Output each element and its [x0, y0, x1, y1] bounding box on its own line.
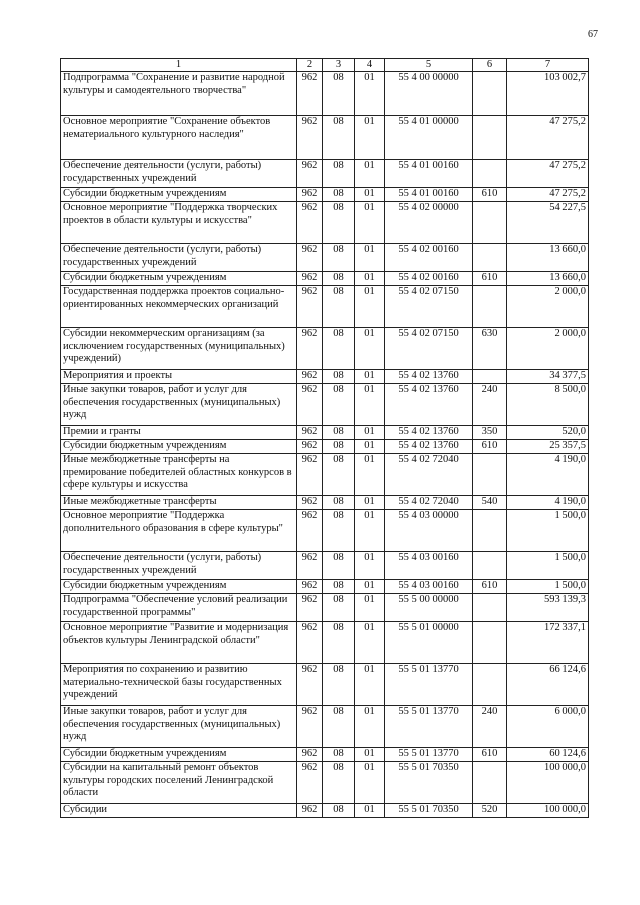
target-article-cell: 55 4 02 00000: [385, 202, 473, 244]
table-row: [61, 580, 589, 594]
amount-cell: 13 660,0: [507, 244, 589, 272]
target-article-cell: 55 5 01 70350: [385, 762, 473, 804]
table-row: [61, 426, 589, 440]
section-code-cell: 08: [323, 116, 355, 160]
expense-type-cell: [473, 594, 507, 622]
expense-type-cell: [473, 370, 507, 384]
section-code-cell: 08: [323, 72, 355, 116]
item-name-cell: Подпрограмма "Обеспечение условий реализации государственной программы": [61, 594, 297, 622]
ministry-code-cell: 962: [297, 286, 323, 328]
section-code-cell: 08: [323, 594, 355, 622]
subsection-code-cell: 01: [355, 272, 385, 286]
item-name-cell: Основное мероприятие "Сохранение объектов нематериального культурного наследия": [61, 116, 297, 160]
item-name-cell: Субсидии бюджетным учреждениям: [61, 580, 297, 594]
section-code-cell: 08: [323, 440, 355, 454]
item-name-cell: Мероприятия по сохранению и развитию материально-технической базы государственных учреждений: [61, 664, 297, 706]
table-header-row: [61, 59, 589, 72]
ministry-code-cell: 962: [297, 370, 323, 384]
expense-type-cell: 630: [473, 328, 507, 370]
subsection-code-cell: 01: [355, 328, 385, 370]
table-row: [61, 748, 589, 762]
target-article-cell: 55 4 02 13760: [385, 370, 473, 384]
expense-type-cell: 350: [473, 426, 507, 440]
target-article-cell: 55 5 01 13770: [385, 706, 473, 748]
header-cell: 3: [323, 59, 355, 72]
expense-type-cell: [473, 510, 507, 552]
section-code-cell: 08: [323, 748, 355, 762]
ministry-code-cell: 962: [297, 594, 323, 622]
expense-type-cell: [473, 454, 507, 496]
table-row: [61, 244, 589, 272]
expense-type-cell: [473, 202, 507, 244]
target-article-cell: 55 4 02 07150: [385, 328, 473, 370]
amount-cell: 100 000,0: [507, 762, 589, 804]
subsection-code-cell: 01: [355, 706, 385, 748]
table-row: [61, 804, 589, 818]
table-row: [61, 160, 589, 188]
table-row: [61, 328, 589, 370]
table-row: [61, 188, 589, 202]
section-code-cell: 08: [323, 370, 355, 384]
expense-type-cell: [473, 116, 507, 160]
header-cell: 7: [507, 59, 589, 72]
section-code-cell: 08: [323, 510, 355, 552]
section-code-cell: 08: [323, 384, 355, 426]
amount-cell: 4 190,0: [507, 496, 589, 510]
ministry-code-cell: 962: [297, 72, 323, 116]
amount-cell: 25 357,5: [507, 440, 589, 454]
header-cell: 4: [355, 59, 385, 72]
ministry-code-cell: 962: [297, 580, 323, 594]
ministry-code-cell: 962: [297, 272, 323, 286]
section-code-cell: 08: [323, 706, 355, 748]
amount-cell: 1 500,0: [507, 552, 589, 580]
ministry-code-cell: 962: [297, 510, 323, 552]
target-article-cell: 55 4 02 72040: [385, 454, 473, 496]
ministry-code-cell: 962: [297, 496, 323, 510]
ministry-code-cell: 962: [297, 762, 323, 804]
item-name-cell: Основное мероприятие "Поддержка творческих проектов в области культуры и искусства": [61, 202, 297, 244]
expense-type-cell: 610: [473, 440, 507, 454]
expense-type-cell: 610: [473, 580, 507, 594]
item-name-cell: Субсидии некоммерческим организациям (за исключением государственных (муниципальных) учреждений): [61, 328, 297, 370]
item-name-cell: Субсидии бюджетным учреждениям: [61, 188, 297, 202]
subsection-code-cell: 01: [355, 510, 385, 552]
table-row: [61, 72, 589, 116]
ministry-code-cell: 962: [297, 328, 323, 370]
item-name-cell: Субсидии бюджетным учреждениям: [61, 440, 297, 454]
expense-type-cell: 520: [473, 804, 507, 818]
subsection-code-cell: 01: [355, 286, 385, 328]
subsection-code-cell: 01: [355, 580, 385, 594]
amount-cell: 54 227,5: [507, 202, 589, 244]
section-code-cell: 08: [323, 622, 355, 664]
target-article-cell: 55 5 01 13770: [385, 748, 473, 762]
header-cell: 6: [473, 59, 507, 72]
table-row: [61, 440, 589, 454]
table-row: [61, 622, 589, 664]
target-article-cell: 55 4 03 00160: [385, 580, 473, 594]
section-code-cell: 08: [323, 664, 355, 706]
amount-cell: 4 190,0: [507, 454, 589, 496]
ministry-code-cell: 962: [297, 426, 323, 440]
subsection-code-cell: 01: [355, 384, 385, 426]
item-name-cell: Субсидии: [61, 804, 297, 818]
section-code-cell: 08: [323, 328, 355, 370]
expense-type-cell: [473, 244, 507, 272]
item-name-cell: Иные межбюджетные трансферты на премирование победителей областных конкурсов в сфере культуры и искусства: [61, 454, 297, 496]
table-row: [61, 116, 589, 160]
ministry-code-cell: 962: [297, 188, 323, 202]
item-name-cell: Иные закупки товаров, работ и услуг для обеспечения государственных (муниципальных) нужд: [61, 706, 297, 748]
item-name-cell: Основное мероприятие "Поддержка дополнительного образования в сфере культуры": [61, 510, 297, 552]
item-name-cell: Премии и гранты: [61, 426, 297, 440]
target-article-cell: 55 4 00 00000: [385, 72, 473, 116]
expense-type-cell: [473, 160, 507, 188]
subsection-code-cell: 01: [355, 622, 385, 664]
item-name-cell: Государственная поддержка проектов социально-ориентированных некоммерческих организаций: [61, 286, 297, 328]
section-code-cell: 08: [323, 286, 355, 328]
expense-type-cell: [473, 72, 507, 116]
subsection-code-cell: 01: [355, 594, 385, 622]
subsection-code-cell: 01: [355, 160, 385, 188]
amount-cell: 593 139,3: [507, 594, 589, 622]
subsection-code-cell: 01: [355, 440, 385, 454]
subsection-code-cell: 01: [355, 748, 385, 762]
expense-type-cell: 240: [473, 384, 507, 426]
ministry-code-cell: 962: [297, 440, 323, 454]
table-row: [61, 286, 589, 328]
amount-cell: 1 500,0: [507, 580, 589, 594]
ministry-code-cell: 962: [297, 160, 323, 188]
table-row: [61, 496, 589, 510]
target-article-cell: 55 4 02 72040: [385, 496, 473, 510]
target-article-cell: 55 4 02 13760: [385, 440, 473, 454]
ministry-code-cell: 962: [297, 706, 323, 748]
expense-type-cell: 240: [473, 706, 507, 748]
section-code-cell: 08: [323, 496, 355, 510]
item-name-cell: Субсидии на капитальный ремонт объектов культуры городских поселений Ленинградской области: [61, 762, 297, 804]
table-row: [61, 552, 589, 580]
target-article-cell: 55 4 02 07150: [385, 286, 473, 328]
table-row: [61, 202, 589, 244]
target-article-cell: 55 5 00 00000: [385, 594, 473, 622]
table-row: [61, 384, 589, 426]
target-article-cell: 55 5 01 70350: [385, 804, 473, 818]
subsection-code-cell: 01: [355, 454, 385, 496]
item-name-cell: Обеспечение деятельности (услуги, работы) государственных учреждений: [61, 244, 297, 272]
amount-cell: 1 500,0: [507, 510, 589, 552]
target-article-cell: 55 4 01 00000: [385, 116, 473, 160]
subsection-code-cell: 01: [355, 804, 385, 818]
ministry-code-cell: 962: [297, 804, 323, 818]
section-code-cell: 08: [323, 272, 355, 286]
expense-type-cell: 610: [473, 272, 507, 286]
table-row: [61, 272, 589, 286]
amount-cell: 2 000,0: [507, 286, 589, 328]
target-article-cell: 55 4 02 13760: [385, 426, 473, 440]
header-cell: 1: [61, 59, 297, 72]
item-name-cell: Иные закупки товаров, работ и услуг для обеспечения государственных (муниципальных) нужд: [61, 384, 297, 426]
amount-cell: 60 124,6: [507, 748, 589, 762]
ministry-code-cell: 962: [297, 116, 323, 160]
subsection-code-cell: 01: [355, 244, 385, 272]
expense-type-cell: [473, 286, 507, 328]
section-code-cell: 08: [323, 426, 355, 440]
target-article-cell: 55 4 01 00160: [385, 160, 473, 188]
subsection-code-cell: 01: [355, 552, 385, 580]
budget-table: [60, 58, 589, 818]
expense-type-cell: 540: [473, 496, 507, 510]
header-cell: 5: [385, 59, 473, 72]
subsection-code-cell: 01: [355, 370, 385, 384]
item-name-cell: Подпрограмма "Сохранение и развитие народной культуры и самодеятельного творчества": [61, 72, 297, 116]
expense-type-cell: 610: [473, 748, 507, 762]
target-article-cell: 55 5 01 00000: [385, 622, 473, 664]
table-row: [61, 594, 589, 622]
section-code-cell: 08: [323, 244, 355, 272]
amount-cell: 172 337,1: [507, 622, 589, 664]
amount-cell: 6 000,0: [507, 706, 589, 748]
amount-cell: 13 660,0: [507, 272, 589, 286]
section-code-cell: 08: [323, 580, 355, 594]
amount-cell: 8 500,0: [507, 384, 589, 426]
expense-type-cell: [473, 762, 507, 804]
subsection-code-cell: 01: [355, 426, 385, 440]
target-article-cell: 55 4 02 00160: [385, 244, 473, 272]
section-code-cell: 08: [323, 804, 355, 818]
target-article-cell: 55 4 01 00160: [385, 188, 473, 202]
item-name-cell: Мероприятия и проекты: [61, 370, 297, 384]
target-article-cell: 55 4 02 13760: [385, 384, 473, 426]
table-row: [61, 762, 589, 804]
subsection-code-cell: 01: [355, 116, 385, 160]
item-name-cell: Основное мероприятие "Развитие и модернизация объектов культуры Ленинградской области": [61, 622, 297, 664]
section-code-cell: 08: [323, 552, 355, 580]
section-code-cell: 08: [323, 188, 355, 202]
amount-cell: 47 275,2: [507, 188, 589, 202]
expense-type-cell: [473, 622, 507, 664]
section-code-cell: 08: [323, 762, 355, 804]
target-article-cell: 55 5 01 13770: [385, 664, 473, 706]
item-name-cell: Обеспечение деятельности (услуги, работы) государственных учреждений: [61, 552, 297, 580]
expense-type-cell: 610: [473, 188, 507, 202]
item-name-cell: Обеспечение деятельности (услуги, работы) государственных учреждений: [61, 160, 297, 188]
item-name-cell: Субсидии бюджетным учреждениям: [61, 272, 297, 286]
subsection-code-cell: 01: [355, 664, 385, 706]
ministry-code-cell: 962: [297, 454, 323, 496]
amount-cell: 47 275,2: [507, 116, 589, 160]
section-code-cell: 08: [323, 202, 355, 244]
table-row: [61, 706, 589, 748]
ministry-code-cell: 962: [297, 202, 323, 244]
header-cell: 2: [297, 59, 323, 72]
ministry-code-cell: 962: [297, 748, 323, 762]
table-row: [61, 510, 589, 552]
expense-type-cell: [473, 552, 507, 580]
ministry-code-cell: 962: [297, 664, 323, 706]
subsection-code-cell: 01: [355, 762, 385, 804]
target-article-cell: 55 4 03 00160: [385, 552, 473, 580]
section-code-cell: 08: [323, 160, 355, 188]
table-row: [61, 370, 589, 384]
subsection-code-cell: 01: [355, 188, 385, 202]
page-number: 67: [588, 29, 598, 40]
item-name-cell: Субсидии бюджетным учреждениям: [61, 748, 297, 762]
ministry-code-cell: 962: [297, 244, 323, 272]
ministry-code-cell: 962: [297, 552, 323, 580]
item-name-cell: Иные межбюджетные трансферты: [61, 496, 297, 510]
section-code-cell: 08: [323, 454, 355, 496]
target-article-cell: 55 4 03 00000: [385, 510, 473, 552]
table-row: [61, 454, 589, 496]
subsection-code-cell: 01: [355, 72, 385, 116]
target-article-cell: 55 4 02 00160: [385, 272, 473, 286]
ministry-code-cell: 962: [297, 384, 323, 426]
subsection-code-cell: 01: [355, 202, 385, 244]
amount-cell: 100 000,0: [507, 804, 589, 818]
expense-type-cell: [473, 664, 507, 706]
amount-cell: 2 000,0: [507, 328, 589, 370]
table-row: [61, 664, 589, 706]
amount-cell: 34 377,5: [507, 370, 589, 384]
ministry-code-cell: 962: [297, 622, 323, 664]
amount-cell: 47 275,2: [507, 160, 589, 188]
amount-cell: 520,0: [507, 426, 589, 440]
amount-cell: 103 002,7: [507, 72, 589, 116]
amount-cell: 66 124,6: [507, 664, 589, 706]
subsection-code-cell: 01: [355, 496, 385, 510]
